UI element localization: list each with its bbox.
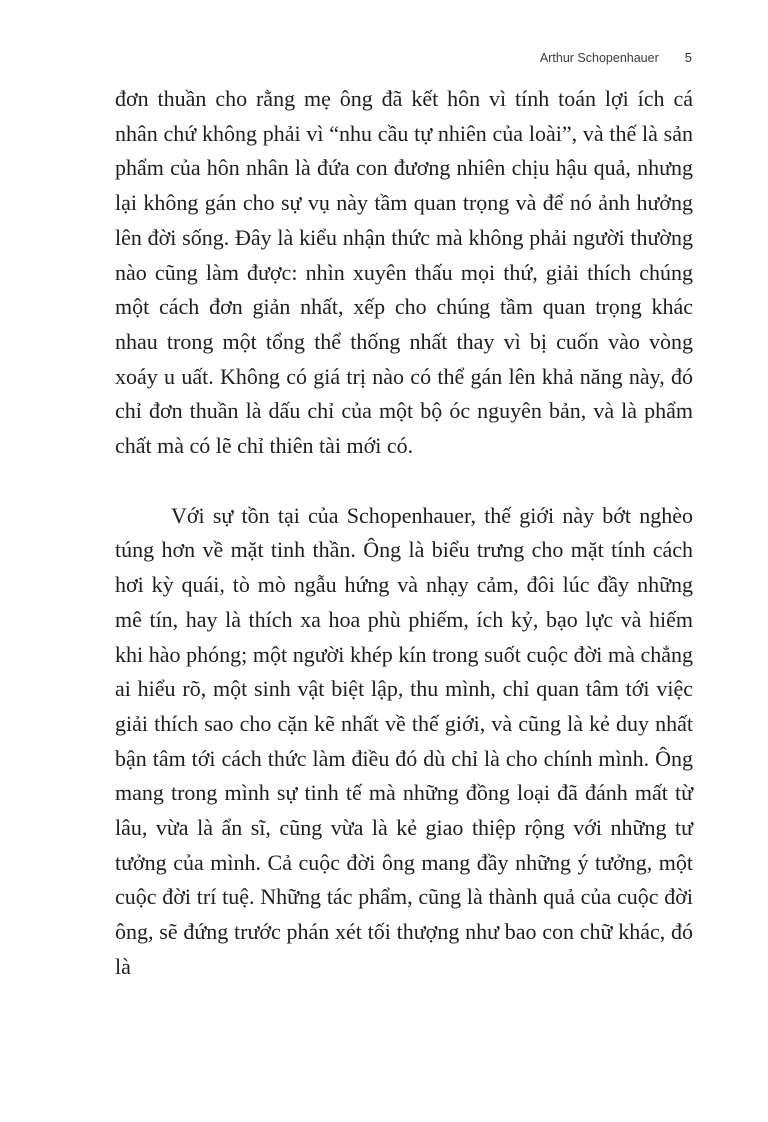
- page-body: [115, 82, 693, 985]
- running-header: [540, 50, 692, 65]
- paragraph-2: Với sự tồn tại của Schopenhauer, thế giới này bớt nghèo túng hơn về mặt tinh thần. Ông là biểu trưng cho mặt tính cách hơi kỳ quái, tò mò ngẫu hứng và nhạy cảm, đôi lúc đầy những mê tín, hay là thích xa hoa phù phiếm, ích kỷ, bạo lực và hiếm khi hào phóng; một người khép kín trong suốt cuộc đời mà chẳng ai hiểu rõ, một sinh vật biệt lập, thu mình, chỉ quan tâm tới việc giải thích sao cho cặn kẽ nhất về thế giới, và cũng là kẻ duy nhất bận tâm tới cách thức làm điều đó dù chỉ là cho chính mình. Ông mang trong mình sự tinh tế mà những đồng loại đã đánh mất từ lâu, vừa là ẩn sĩ, cũng vừa là kẻ giao thiệp rộng với những tư tưởng của mình. Cả cuộc đời ông mang đầy những ý tưởng, một cuộc đời trí tuệ. Những tác phẩm, cũng là thành quả của cuộc đời ông, sẽ đứng trước phán xét tối thượng như bao con chữ khác, đó là: [115, 502, 693, 979]
- paragraph-1: đơn thuần cho rằng mẹ ông đã kết hôn vì tính toán lợi ích cá nhân chứ không phải vì “nhu cầu tự nhiên của loài”, và thế là sản phẩm của hôn nhân là đứa con đương nhiên chịu hậu quả, nhưng lại không gán cho sự vụ này tầm quan trọng và để nó ảnh hưởng lên đời sống. Đây là kiểu nhận thức mà không phải người thường nào cũng làm được: nhìn xuyên thấu mọi thứ, giải thích chúng một cách đơn giản nhất, xếp cho chúng tầm quan trọng khác nhau trong một tổng thể thống nhất thay vì bị cuốn vào vòng xoáy u uất. Không có giá trị nào có thể gán lên khả năng này, đó chỉ đơn thuần là dấu chỉ của một bộ óc nguyên bản, và là phẩm chất mà có lẽ chỉ thiên tài mới có.: [115, 86, 693, 459]
- running-head-title: Arthur Schopenhauer: [539, 51, 659, 65]
- page-number: 5: [684, 50, 692, 65]
